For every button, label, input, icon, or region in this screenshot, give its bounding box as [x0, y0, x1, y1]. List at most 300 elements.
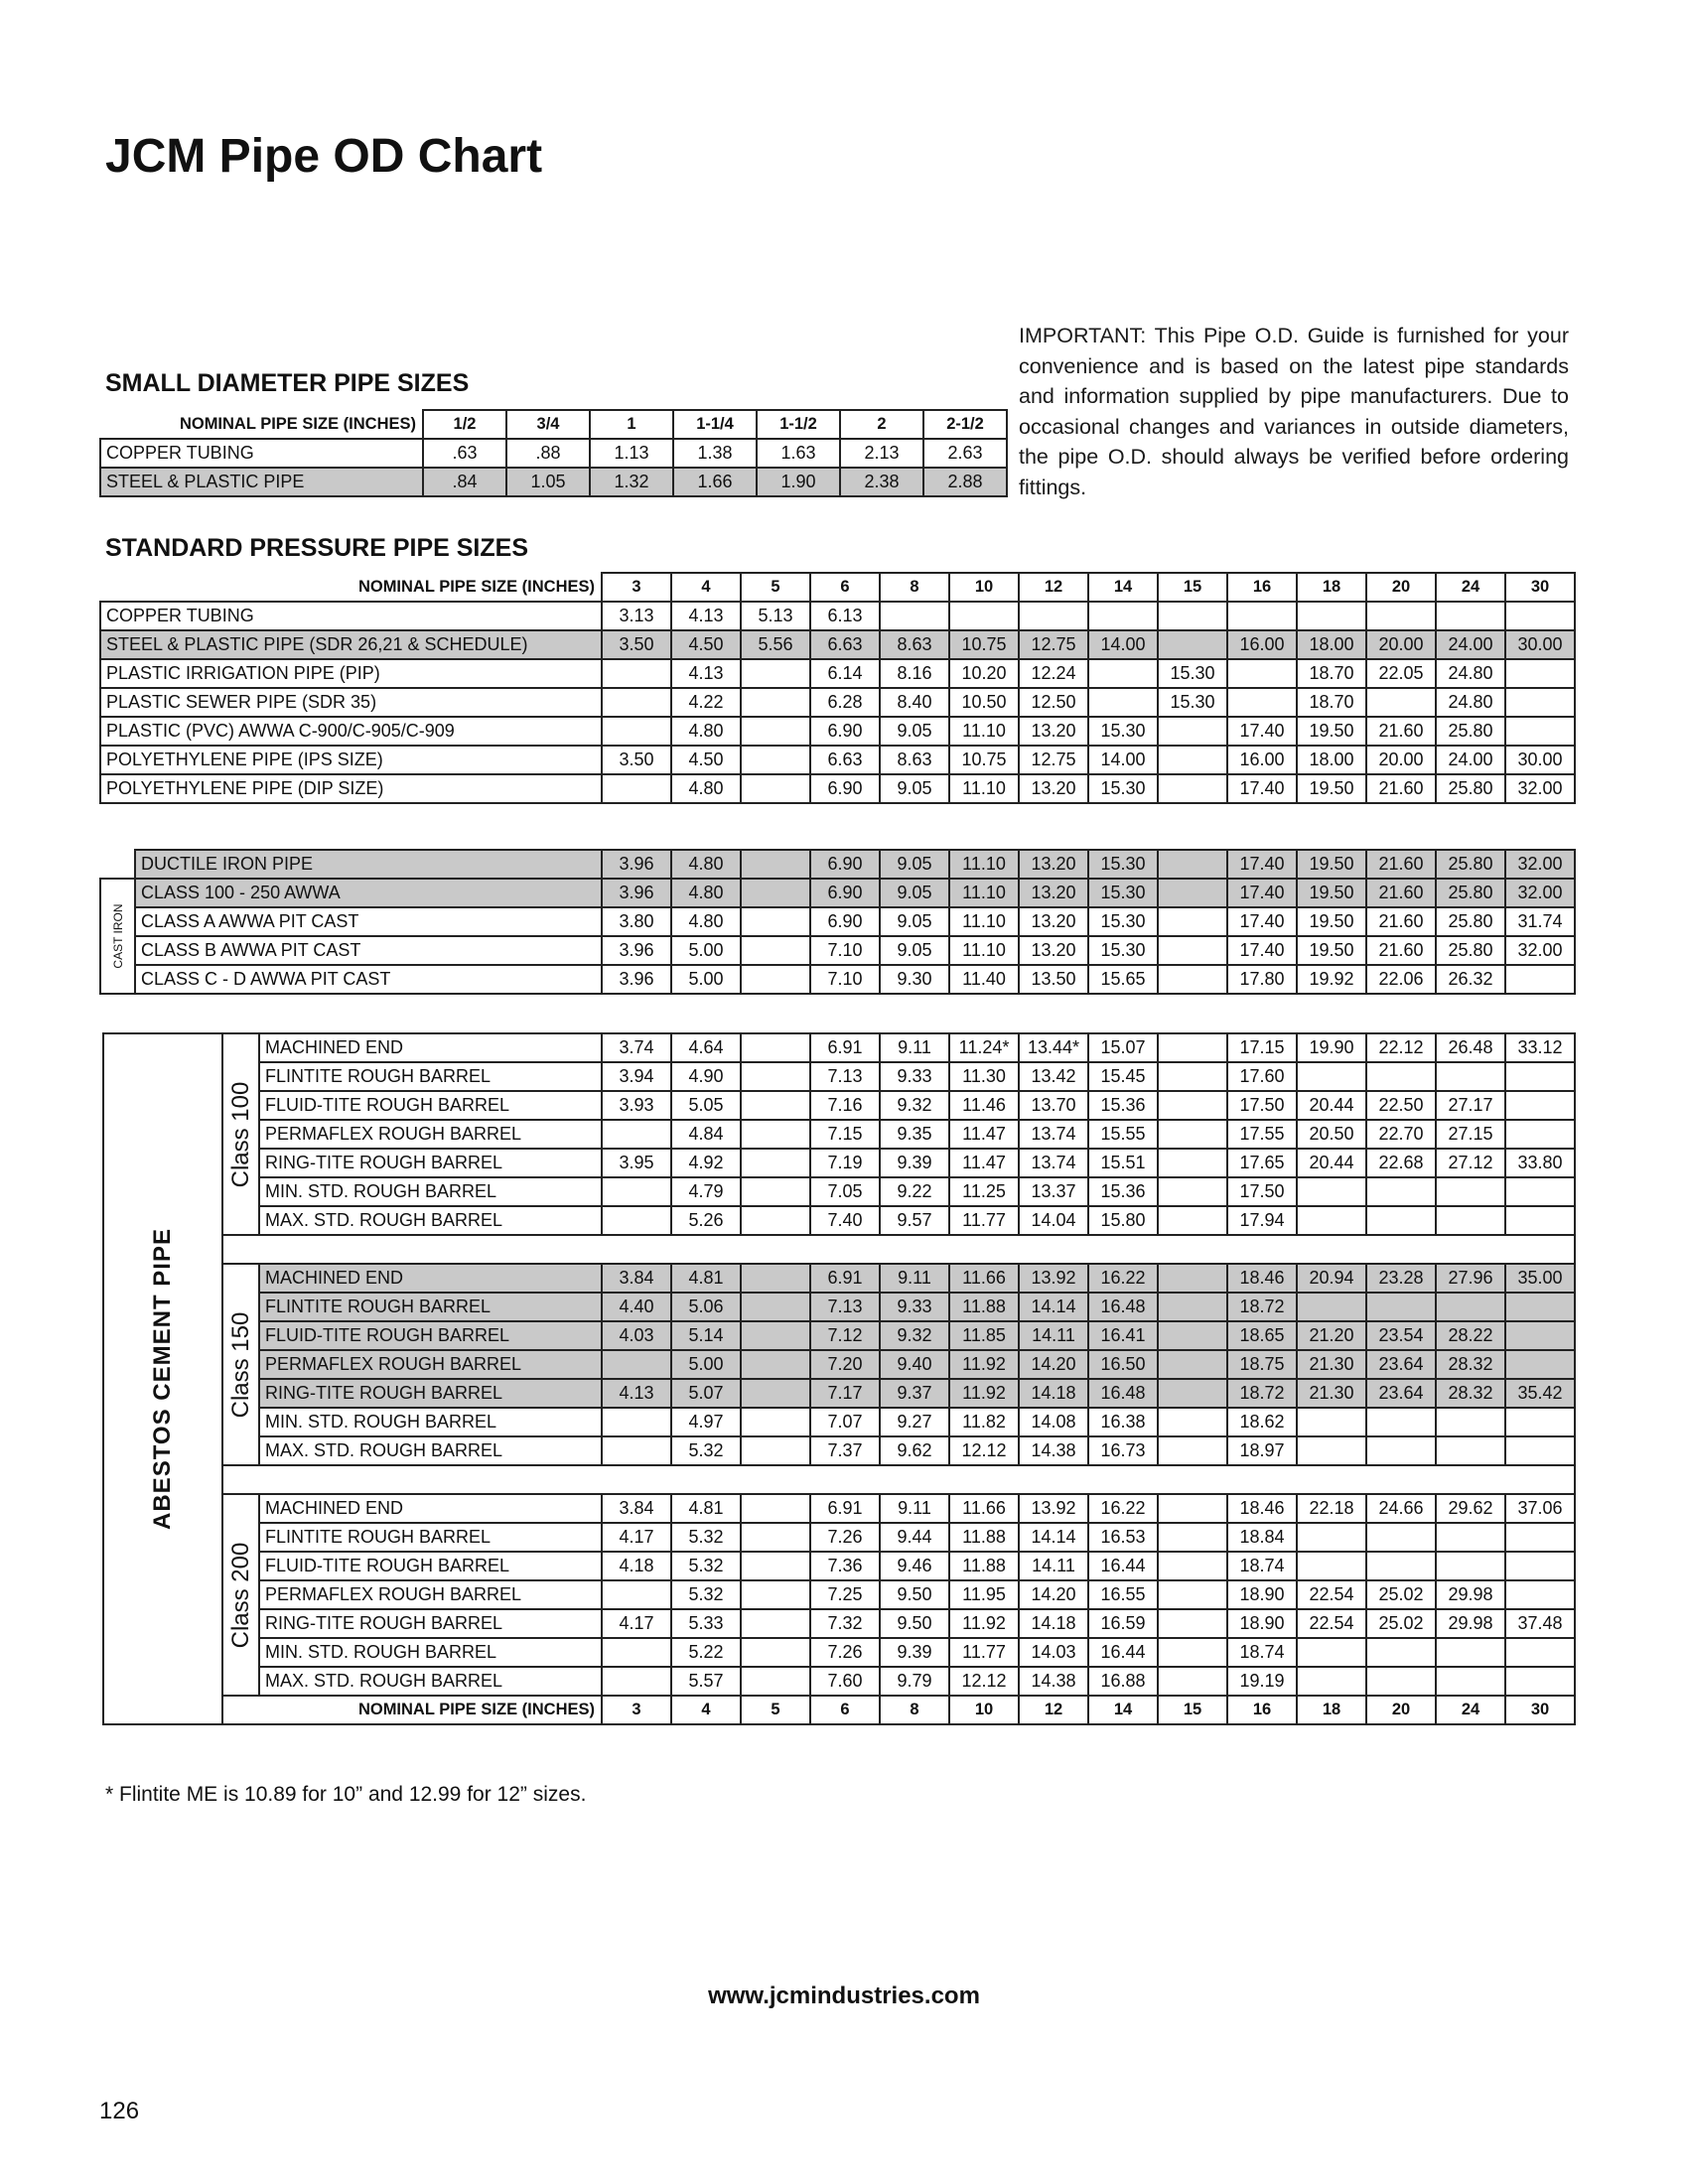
table-cell: 5.06: [671, 1293, 741, 1321]
table-cell: 9.79: [880, 1667, 949, 1696]
table-cell: [1436, 602, 1505, 630]
table-cell: [741, 1638, 810, 1667]
class-group-label: [222, 1264, 259, 1465]
size-header: 16: [1227, 573, 1297, 602]
table-cell: [602, 1580, 671, 1609]
table-cell: 19.92: [1297, 965, 1366, 994]
header-row: [100, 573, 1575, 602]
table-cell: [1158, 1350, 1227, 1379]
table-cell: 9.32: [880, 1091, 949, 1120]
row-label: FLINTITE ROUGH BARREL: [259, 1293, 602, 1321]
table-cell: 23.54: [1366, 1321, 1436, 1350]
table-cell: 15.45: [1088, 1062, 1158, 1091]
table-cell: [602, 1177, 671, 1206]
table-cell: [1505, 1638, 1575, 1667]
table-cell: 4.64: [671, 1033, 741, 1062]
table-cell: 12.75: [1019, 630, 1088, 659]
table-cell: 17.55: [1227, 1120, 1297, 1149]
table-cell: 18.46: [1227, 1264, 1297, 1293]
table-cell: [1436, 1408, 1505, 1436]
table-cell: [1366, 1206, 1436, 1235]
table-cell: 7.13: [810, 1062, 880, 1091]
table-cell: [1227, 688, 1297, 717]
asbestos-cement-label: ABESTOS CEMENT PIPE: [149, 1228, 176, 1530]
table-cell: 3.50: [602, 746, 671, 774]
table-row: [103, 1408, 1575, 1436]
table-cell: 2.63: [923, 439, 1007, 468]
table-cell: 20.44: [1297, 1091, 1366, 1120]
table-cell: 1.05: [506, 468, 590, 496]
table-cell: 29.98: [1436, 1609, 1505, 1638]
table-cell: 9.35: [880, 1120, 949, 1149]
table-cell: 13.20: [1019, 850, 1088, 879]
table-cell: 13.37: [1019, 1177, 1088, 1206]
table-cell: 9.44: [880, 1523, 949, 1552]
class-label: Class 100: [226, 1081, 254, 1187]
table-cell: 9.32: [880, 1321, 949, 1350]
table-cell: [1158, 850, 1227, 879]
size-header: 20: [1366, 573, 1436, 602]
table-cell: 9.22: [880, 1177, 949, 1206]
table-row: [103, 1264, 1575, 1293]
table-cell: 5.13: [741, 602, 810, 630]
table-cell: [741, 879, 810, 907]
table-cell: [1158, 1206, 1227, 1235]
table-cell: [741, 1350, 810, 1379]
table-cell: 15.51: [1088, 1149, 1158, 1177]
table-cell: 11.85: [949, 1321, 1019, 1350]
size-header-label: NOMINAL PIPE SIZE (INCHES): [179, 414, 416, 433]
table-cell: 14.08: [1019, 1408, 1088, 1436]
table-cell: 17.40: [1227, 774, 1297, 803]
table-cell: [1158, 774, 1227, 803]
size-header: 24: [1436, 573, 1505, 602]
size-footer: 15: [1158, 1696, 1227, 1724]
table-cell: 15.36: [1088, 1091, 1158, 1120]
table-cell: 15.30: [1088, 717, 1158, 746]
footnote: * Flintite ME is 10.89 for 10” and 12.99 for 12” sizes.: [105, 1783, 587, 1806]
table-cell: 13.44*: [1019, 1033, 1088, 1062]
table-cell: 32.00: [1505, 850, 1575, 879]
table-cell: 31.74: [1505, 907, 1575, 936]
table-cell: 11.92: [949, 1609, 1019, 1638]
table-cell: [602, 1436, 671, 1465]
table-row: [100, 850, 1575, 879]
table-row: [103, 1379, 1575, 1408]
table-cell: [741, 907, 810, 936]
table-cell: [1366, 1408, 1436, 1436]
table-cell: [880, 602, 949, 630]
table-cell: 24.80: [1436, 659, 1505, 688]
row-label: POLYETHYLENE PIPE (DIP SIZE): [100, 774, 602, 803]
table-cell: [741, 1033, 810, 1062]
table-cell: 11.88: [949, 1523, 1019, 1552]
table-cell: 20.50: [1297, 1120, 1366, 1149]
table-cell: 11.47: [949, 1149, 1019, 1177]
size-footer: 8: [880, 1696, 949, 1724]
table-cell: 11.25: [949, 1177, 1019, 1206]
table-cell: 9.05: [880, 907, 949, 936]
spacer-cell: [222, 1465, 1575, 1494]
table-cell: [741, 1120, 810, 1149]
table-cell: 21.60: [1366, 717, 1436, 746]
table-cell: 4.17: [602, 1609, 671, 1638]
table-cell: 13.20: [1019, 936, 1088, 965]
table-cell: [741, 1091, 810, 1120]
table-row: [100, 907, 1575, 936]
table-cell: .84: [423, 468, 506, 496]
table-cell: 7.26: [810, 1523, 880, 1552]
table-cell: 11.10: [949, 850, 1019, 879]
table-cell: 22.05: [1366, 659, 1436, 688]
table-cell: [1297, 1523, 1366, 1552]
cast-iron-group-label: [100, 879, 135, 994]
table-cell: 33.80: [1505, 1149, 1575, 1177]
table-cell: [1505, 717, 1575, 746]
table-cell: 6.90: [810, 717, 880, 746]
table-cell: 25.02: [1366, 1580, 1436, 1609]
table-cell: 18.00: [1297, 746, 1366, 774]
table-cell: [1158, 1379, 1227, 1408]
table-cell: 7.12: [810, 1321, 880, 1350]
table-cell: 28.32: [1436, 1350, 1505, 1379]
size-header: 10: [949, 573, 1019, 602]
table-cell: [1297, 1436, 1366, 1465]
small-diameter-table: [99, 409, 1008, 497]
table-cell: [602, 1638, 671, 1667]
table-cell: 11.10: [949, 879, 1019, 907]
table-cell: 19.50: [1297, 936, 1366, 965]
table-cell: [1158, 1062, 1227, 1091]
table-cell: 15.30: [1088, 936, 1158, 965]
table-cell: [1158, 746, 1227, 774]
table-cell: [1436, 1552, 1505, 1580]
size-footer: 30: [1505, 1696, 1575, 1724]
table-cell: 9.50: [880, 1580, 949, 1609]
table-cell: [1366, 1177, 1436, 1206]
table-cell: 11.10: [949, 907, 1019, 936]
class-group-label: [222, 1033, 259, 1235]
table-row: [100, 774, 1575, 803]
table-cell: 5.14: [671, 1321, 741, 1350]
table-cell: 9.46: [880, 1552, 949, 1580]
table-cell: 4.97: [671, 1408, 741, 1436]
table-cell: [1505, 1293, 1575, 1321]
asbestos-cement-table: [102, 1032, 1576, 1725]
size-footer: 24: [1436, 1696, 1505, 1724]
table-cell: 16.59: [1088, 1609, 1158, 1638]
table-cell: 19.50: [1297, 774, 1366, 803]
table-cell: 3.13: [602, 602, 671, 630]
row-label: FLUID-TITE ROUGH BARREL: [259, 1321, 602, 1350]
table-cell: 7.26: [810, 1638, 880, 1667]
table-cell: [1436, 1062, 1505, 1091]
table-cell: 35.42: [1505, 1379, 1575, 1408]
table-cell: 4.80: [671, 774, 741, 803]
table-cell: 5.00: [671, 965, 741, 994]
table-cell: 7.17: [810, 1379, 880, 1408]
table-row: [103, 1667, 1575, 1696]
class-group-label: [222, 1494, 259, 1696]
table-cell: [741, 688, 810, 717]
table-cell: 27.96: [1436, 1264, 1505, 1293]
size-header-label: NOMINAL PIPE SIZE (INCHES): [357, 577, 595, 596]
table-row: [103, 1350, 1575, 1379]
table-cell: 25.80: [1436, 717, 1505, 746]
table-cell: 22.18: [1297, 1494, 1366, 1523]
table-cell: [1366, 1552, 1436, 1580]
table-cell: 24.00: [1436, 746, 1505, 774]
table-cell: 9.39: [880, 1638, 949, 1667]
size-header: 1/2: [423, 410, 506, 439]
table-cell: 5.32: [671, 1523, 741, 1552]
table-row: [100, 659, 1575, 688]
table-cell: 35.00: [1505, 1264, 1575, 1293]
table-cell: [1297, 1552, 1366, 1580]
table-cell: 6.63: [810, 746, 880, 774]
table-cell: [1505, 1580, 1575, 1609]
table-cell: 11.47: [949, 1120, 1019, 1149]
table-cell: [1505, 1206, 1575, 1235]
table-row: [100, 602, 1575, 630]
table-cell: 18.62: [1227, 1408, 1297, 1436]
table-cell: [1505, 1321, 1575, 1350]
table-cell: [602, 688, 671, 717]
table-cell: 20.00: [1366, 630, 1436, 659]
table-cell: [1505, 1091, 1575, 1120]
table-cell: 4.03: [602, 1321, 671, 1350]
table-row: [103, 1638, 1575, 1667]
table-cell: [1158, 1321, 1227, 1350]
table-cell: [741, 1264, 810, 1293]
table-cell: 7.05: [810, 1177, 880, 1206]
row-label: FLUID-TITE ROUGH BARREL: [259, 1552, 602, 1580]
page-title: JCM Pipe OD Chart: [105, 130, 543, 183]
table-cell: 19.50: [1297, 717, 1366, 746]
table-row: [103, 1436, 1575, 1465]
row-label: CLASS C - D AWWA PIT CAST: [135, 965, 602, 994]
row-label: RING-TITE ROUGH BARREL: [259, 1609, 602, 1638]
table-cell: 18.00: [1297, 630, 1366, 659]
table-cell: 14.18: [1019, 1379, 1088, 1408]
table-cell: 18.65: [1227, 1321, 1297, 1350]
table-cell: [602, 1120, 671, 1149]
table-row: [100, 936, 1575, 965]
table-cell: [741, 965, 810, 994]
row-label: PLASTIC SEWER PIPE (SDR 35): [100, 688, 602, 717]
size-footer: 14: [1088, 1696, 1158, 1724]
table-cell: 10.50: [949, 688, 1019, 717]
table-cell: 18.97: [1227, 1436, 1297, 1465]
table-cell: 3.96: [602, 850, 671, 879]
table-cell: 33.12: [1505, 1033, 1575, 1062]
table-cell: 9.05: [880, 879, 949, 907]
table-cell: 6.91: [810, 1494, 880, 1523]
row-label: PERMAFLEX ROUGH BARREL: [259, 1350, 602, 1379]
table-cell: [1505, 1408, 1575, 1436]
table-cell: 12.12: [949, 1436, 1019, 1465]
table-cell: 8.63: [880, 630, 949, 659]
table-cell: 15.30: [1158, 659, 1227, 688]
table-cell: 6.28: [810, 688, 880, 717]
table-cell: 19.50: [1297, 850, 1366, 879]
table-cell: 16.22: [1088, 1494, 1158, 1523]
size-header: 1: [590, 410, 673, 439]
table-cell: [1505, 1177, 1575, 1206]
table-cell: [602, 659, 671, 688]
table-cell: 11.66: [949, 1494, 1019, 1523]
size-footer: 10: [949, 1696, 1019, 1724]
table-cell: 11.46: [949, 1091, 1019, 1120]
asbestos-group-label: [103, 1033, 222, 1724]
table-cell: 30.00: [1505, 630, 1575, 659]
table-row: [100, 717, 1575, 746]
table-cell: 9.40: [880, 1350, 949, 1379]
row-label: PERMAFLEX ROUGH BARREL: [259, 1120, 602, 1149]
size-footer: 3: [602, 1696, 671, 1724]
table-cell: 5.00: [671, 936, 741, 965]
size-footer: 6: [810, 1696, 880, 1724]
table-cell: 7.25: [810, 1580, 880, 1609]
table-cell: 7.36: [810, 1552, 880, 1580]
table-cell: 17.40: [1227, 850, 1297, 879]
table-cell: 4.81: [671, 1264, 741, 1293]
table-cell: 4.13: [671, 602, 741, 630]
table-cell: [1366, 1062, 1436, 1091]
table-cell: [1297, 1206, 1366, 1235]
size-footer: 18: [1297, 1696, 1366, 1724]
size-footer: 4: [671, 1696, 741, 1724]
table-cell: [1366, 688, 1436, 717]
table-cell: [1158, 1033, 1227, 1062]
table-cell: 18.74: [1227, 1638, 1297, 1667]
table-cell: [1505, 1667, 1575, 1696]
table-cell: 11.88: [949, 1552, 1019, 1580]
table-cell: 14.38: [1019, 1667, 1088, 1696]
table-cell: 14.20: [1019, 1580, 1088, 1609]
table-cell: [1505, 688, 1575, 717]
table-row: [100, 688, 1575, 717]
table-cell: 21.20: [1297, 1321, 1366, 1350]
table-cell: 4.90: [671, 1062, 741, 1091]
table-cell: 5.56: [741, 630, 810, 659]
table-cell: 16.88: [1088, 1667, 1158, 1696]
table-cell: [741, 1293, 810, 1321]
table-cell: 27.12: [1436, 1149, 1505, 1177]
table-row: [103, 1494, 1575, 1523]
table-row: [103, 1523, 1575, 1552]
table-cell: 28.22: [1436, 1321, 1505, 1350]
table-cell: 12.75: [1019, 746, 1088, 774]
table-cell: 17.94: [1227, 1206, 1297, 1235]
table-cell: 17.60: [1227, 1062, 1297, 1091]
table-cell: [1366, 1293, 1436, 1321]
table-cell: 21.60: [1366, 907, 1436, 936]
table-cell: 7.10: [810, 936, 880, 965]
table-cell: 9.11: [880, 1494, 949, 1523]
table-cell: 29.62: [1436, 1494, 1505, 1523]
table-cell: 5.33: [671, 1609, 741, 1638]
table-cell: 8.63: [880, 746, 949, 774]
cast-iron-label: CAST IRON: [110, 903, 125, 969]
table-cell: 11.77: [949, 1206, 1019, 1235]
table-cell: [741, 659, 810, 688]
table-cell: 18.72: [1227, 1293, 1297, 1321]
table-cell: 13.20: [1019, 907, 1088, 936]
spacer-row: [103, 1235, 1575, 1264]
table-cell: 1.13: [590, 439, 673, 468]
table-cell: 3.84: [602, 1494, 671, 1523]
table-cell: 11.10: [949, 717, 1019, 746]
table-cell: [1158, 1149, 1227, 1177]
table-cell: 12.50: [1019, 688, 1088, 717]
table-cell: 7.60: [810, 1667, 880, 1696]
table-cell: [1505, 1523, 1575, 1552]
table-cell: 5.05: [671, 1091, 741, 1120]
table-cell: [602, 1206, 671, 1235]
table-cell: 11.77: [949, 1638, 1019, 1667]
row-label: COPPER TUBING: [100, 602, 602, 630]
table-cell: [1436, 1206, 1505, 1235]
table-cell: [741, 1206, 810, 1235]
table-cell: 18.70: [1297, 659, 1366, 688]
table-cell: [1297, 1062, 1366, 1091]
table-cell: 18.70: [1297, 688, 1366, 717]
table-cell: 9.11: [880, 1264, 949, 1293]
table-cell: 4.80: [671, 907, 741, 936]
table-cell: [1158, 1408, 1227, 1436]
size-header: 2: [840, 410, 923, 439]
table-cell: [1158, 630, 1227, 659]
table-cell: 16.48: [1088, 1293, 1158, 1321]
size-header: 2-1/2: [923, 410, 1007, 439]
table-cell: 5.07: [671, 1379, 741, 1408]
size-footer: 20: [1366, 1696, 1436, 1724]
row-label: FLUID-TITE ROUGH BARREL: [259, 1091, 602, 1120]
table-cell: 11.95: [949, 1580, 1019, 1609]
table-cell: 6.90: [810, 774, 880, 803]
table-cell: [1505, 1350, 1575, 1379]
website-link[interactable]: www.jcmindustries.com: [708, 1982, 980, 2009]
size-header: 3: [602, 573, 671, 602]
table-cell: 17.50: [1227, 1091, 1297, 1120]
table-cell: 16.53: [1088, 1523, 1158, 1552]
table-cell: 15.55: [1088, 1120, 1158, 1149]
table-cell: 15.65: [1088, 965, 1158, 994]
spacer-row: [103, 1465, 1575, 1494]
table-cell: 27.17: [1436, 1091, 1505, 1120]
table-cell: [1505, 1552, 1575, 1580]
table-cell: 13.20: [1019, 717, 1088, 746]
table-cell: 30.00: [1505, 746, 1575, 774]
row-label: PERMAFLEX ROUGH BARREL: [259, 1580, 602, 1609]
table-cell: 25.02: [1366, 1609, 1436, 1638]
table-cell: 6.90: [810, 879, 880, 907]
table-cell: 17.80: [1227, 965, 1297, 994]
row-label: POLYETHYLENE PIPE (IPS SIZE): [100, 746, 602, 774]
table-cell: 11.88: [949, 1293, 1019, 1321]
row-label: STEEL & PLASTIC PIPE: [100, 468, 423, 496]
size-header: 12: [1019, 573, 1088, 602]
table-cell: 21.60: [1366, 879, 1436, 907]
size-header: 4: [671, 573, 741, 602]
size-footer: 12: [1019, 1696, 1088, 1724]
table-cell: [1505, 1062, 1575, 1091]
table-cell: 24.00: [1436, 630, 1505, 659]
table-cell: 9.33: [880, 1293, 949, 1321]
class-label: Class 150: [226, 1311, 254, 1418]
table-cell: 14.11: [1019, 1552, 1088, 1580]
